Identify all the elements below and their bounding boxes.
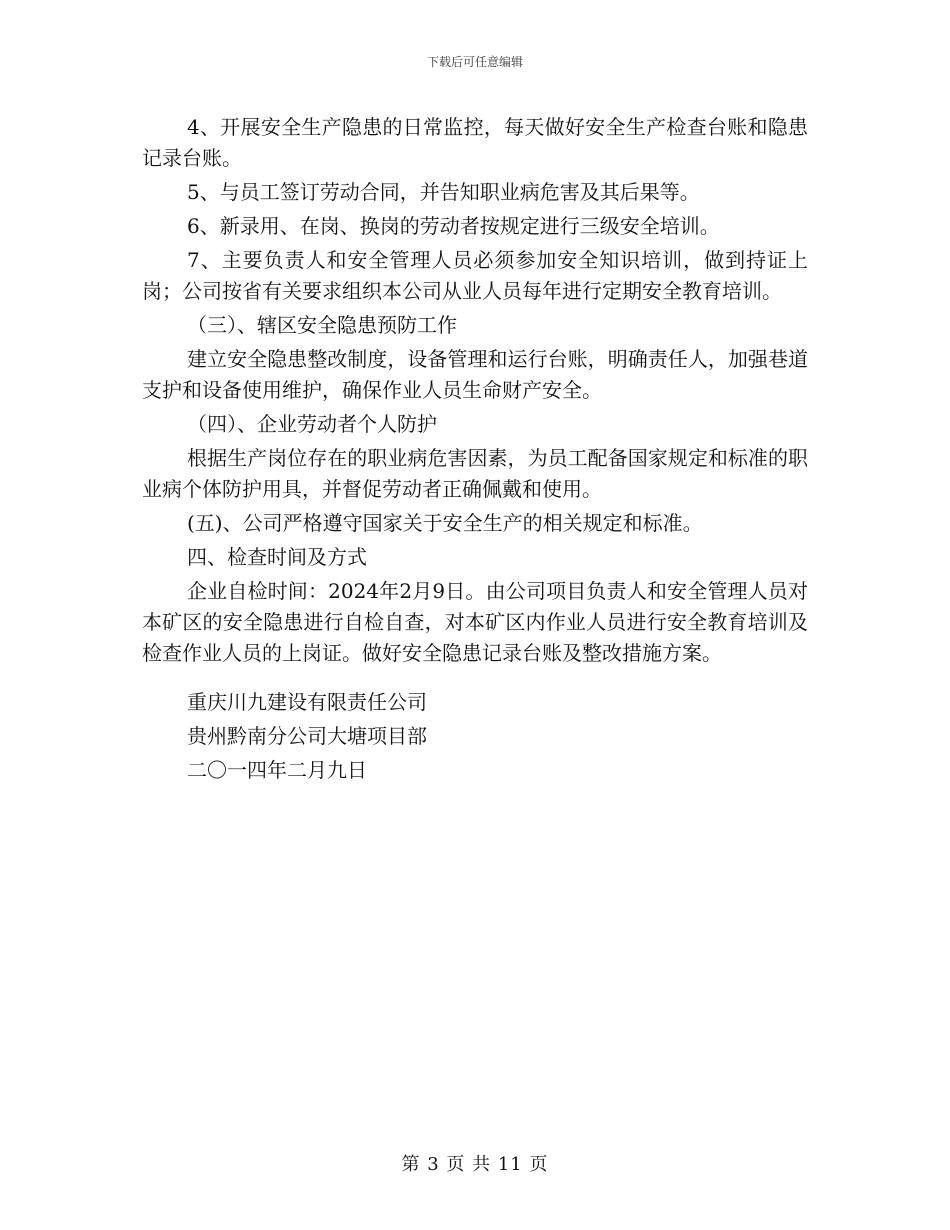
paragraph-section-3: 建立安全隐患整改制度，设备管理和运行台账，明确责任人，加强巷道支护和设备使用维护，确保作业人员生命财产安全。 — [142, 347, 808, 402]
paragraph-inspection: 企业自检时间：2024年2月9日。由公司项目负责人和安全管理人员对本矿区的安全隐患进行自检自查，对本矿区内作业人员进行安全教育培训及检查作业人员的上岗证。做好安全隐患记录台账及整改措施方案。 — [142, 579, 808, 665]
section-heading-4: （四）、企业劳动者个人防护 — [187, 412, 437, 436]
signature-date: 二〇一四年二月九日 — [187, 758, 367, 782]
signature-company: 重庆川九建设有限责任公司 — [187, 690, 427, 714]
paragraph-item-4: 4、开展安全生产隐患的日常监控，每天做好安全生产检查台账和隐患记录台账。 — [142, 115, 808, 170]
paragraph-item-7: 7、主要负责人和安全管理人员必须参加安全知识培训，做到持证上岗；公司按省有关要求组织本公司从业人员每年进行定期安全教育培训。 — [142, 248, 808, 303]
section-heading-5: (五)、公司严格遵守国家关于安全生产的相关规定和标准。 — [187, 511, 703, 535]
paragraph-section-4: 根据生产岗位存在的职业病危害因素，为员工配备国家规定和标准的职业病个体防护用具，并督促劳动者正确佩戴和使用。 — [142, 446, 808, 501]
section-heading-3: （三）、辖区安全隐患预防工作 — [187, 313, 457, 337]
chapter-heading-4: 四、检查时间及方式 — [187, 545, 367, 569]
page-header: 下载后可任意编辑 — [426, 55, 523, 69]
document-body — [142, 112, 808, 789]
signature-branch: 贵州黔南分公司大塘项目部 — [187, 724, 427, 748]
page-number: 第 3 页 共 11 页 — [401, 1154, 549, 1175]
paragraph-item-6: 6、新录用、在岗、换岗的劳动者按规定进行三级安全培训。 — [187, 214, 720, 238]
paragraph-item-5: 5、与员工签订劳动合同，并告知职业病危害及其后果等。 — [187, 180, 700, 204]
